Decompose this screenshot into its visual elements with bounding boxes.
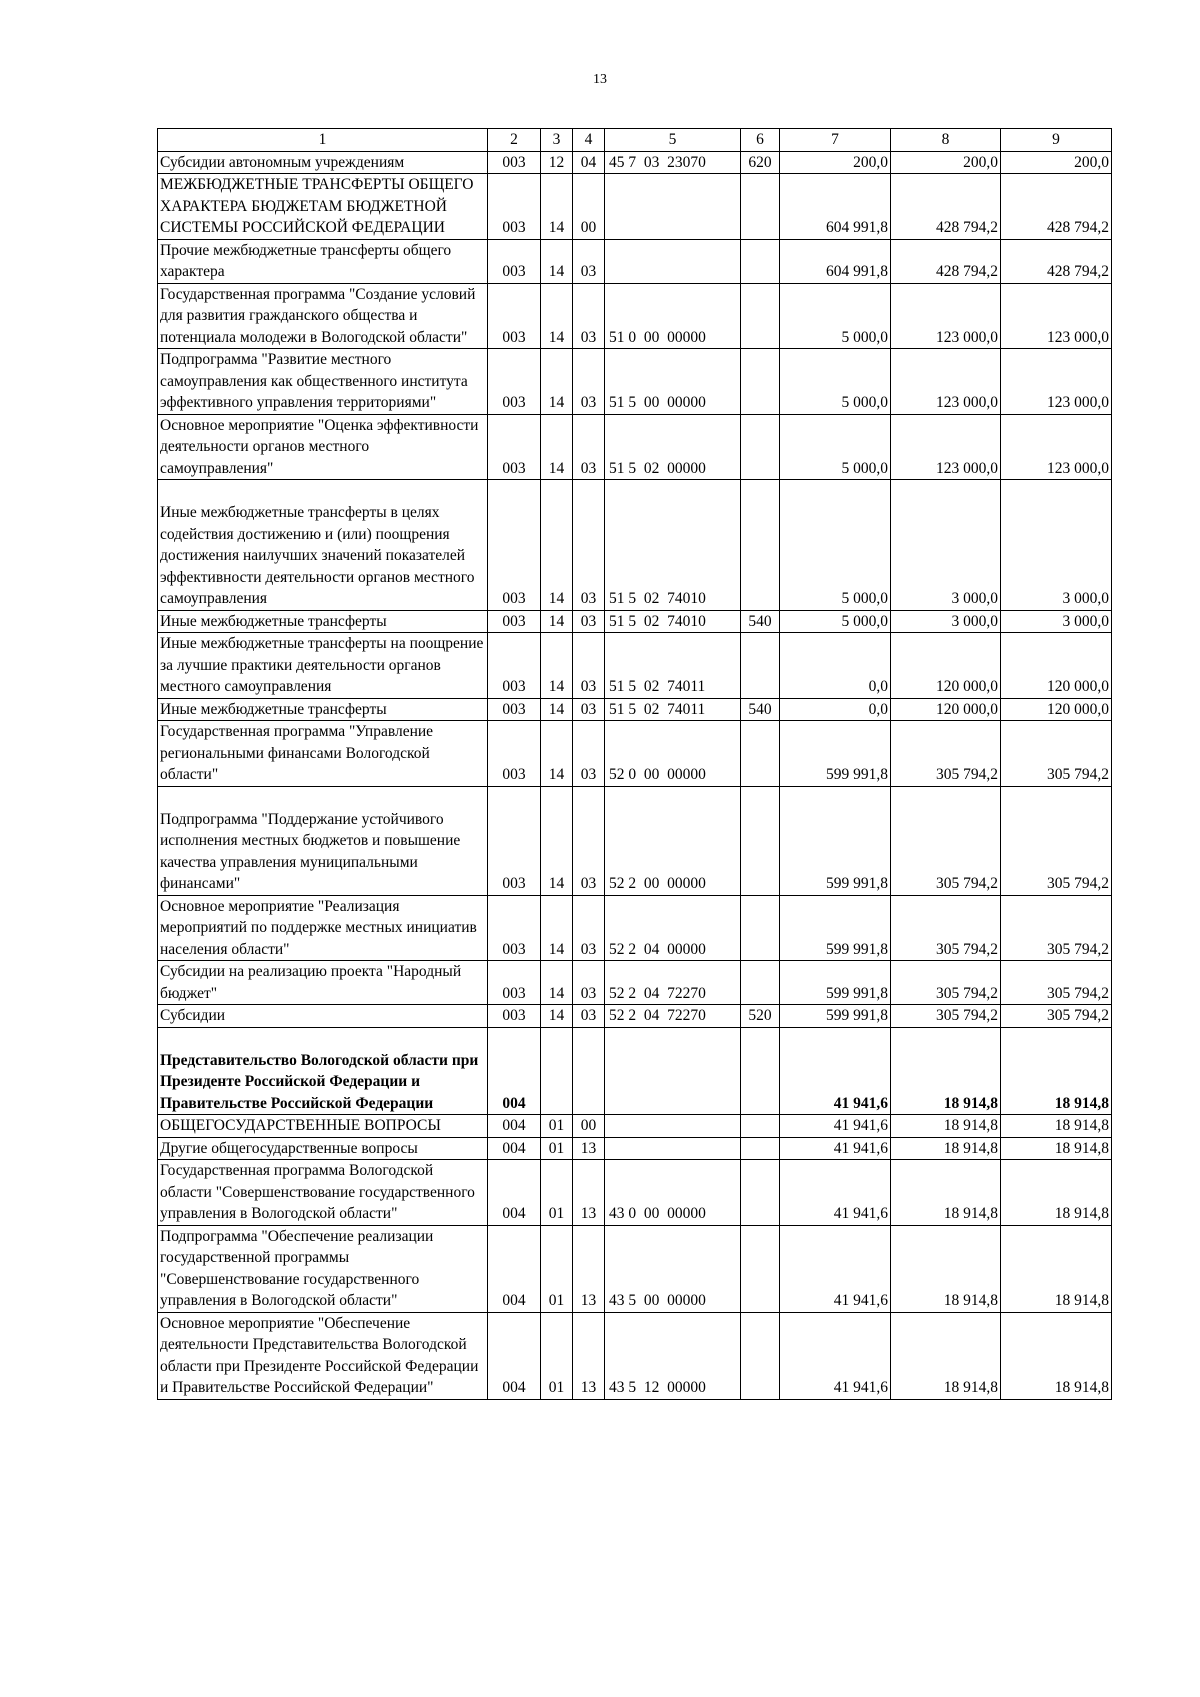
- table-row: [158, 721, 1112, 787]
- amount-col7-cell: 5 000,0: [780, 283, 891, 349]
- amount-col7-cell: 41 941,6: [780, 1137, 891, 1160]
- row-name-cell: Иные межбюджетные трансферты в целях содействия достижению и (или) поощрения достижения наилучших значений показателей эффективности деятельности органов местного самоуправления: [158, 480, 488, 611]
- table-row: [158, 480, 1112, 611]
- section-code-cell: [541, 1027, 573, 1115]
- amount-col9-cell: 3 000,0: [1001, 480, 1112, 611]
- section-code-cell: 14: [541, 480, 573, 611]
- amount-col9-cell: 123 000,0: [1001, 414, 1112, 480]
- gr-code-cell: 003: [488, 610, 541, 633]
- target-code-cell: 43 0 00 00000: [605, 1160, 741, 1226]
- budget-table: [157, 128, 1112, 1400]
- target-code-cell: 52 2 04 00000: [605, 895, 741, 961]
- section-code-cell: 14: [541, 698, 573, 721]
- amount-col7-cell: 604 991,8: [780, 174, 891, 240]
- row-name-cell: Другие общегосударственные вопросы: [158, 1137, 488, 1160]
- table-row: [158, 414, 1112, 480]
- table-row: [158, 1027, 1112, 1115]
- amount-col8-cell: 3 000,0: [891, 610, 1001, 633]
- table-row: [158, 895, 1112, 961]
- subsection-code-cell: 13: [573, 1137, 605, 1160]
- amount-col8-cell: 18 914,8: [891, 1137, 1001, 1160]
- row-name-cell: Подпрограмма "Обеспечение реализации государственной программы "Совершенствование государственного управления в Вологодской области": [158, 1225, 488, 1312]
- amount-col9-cell: 3 000,0: [1001, 610, 1112, 633]
- expense-type-cell: [741, 721, 780, 787]
- header-cell: 1: [158, 129, 488, 152]
- row-name-cell: Государственная программа "Создание условий для развития гражданского общества и потенциала молодежи в Вологодской области": [158, 283, 488, 349]
- gr-code-cell: 004: [488, 1137, 541, 1160]
- target-code-cell: 51 0 00 00000: [605, 283, 741, 349]
- amount-col8-cell: 120 000,0: [891, 698, 1001, 721]
- target-code-cell: 51 5 02 74010: [605, 610, 741, 633]
- header-cell: 3: [541, 129, 573, 152]
- table-row: [158, 174, 1112, 240]
- amount-col7-cell: 41 941,6: [780, 1027, 891, 1115]
- header-cell: 5: [605, 129, 741, 152]
- amount-col8-cell: 18 914,8: [891, 1160, 1001, 1226]
- amount-col9-cell: 18 914,8: [1001, 1312, 1112, 1399]
- amount-col8-cell: 18 914,8: [891, 1312, 1001, 1399]
- section-code-cell: 14: [541, 414, 573, 480]
- amount-col8-cell: 305 794,2: [891, 721, 1001, 787]
- subsection-code-cell: 03: [573, 895, 605, 961]
- section-code-cell: 01: [541, 1225, 573, 1312]
- subsection-code-cell: 03: [573, 283, 605, 349]
- expense-type-cell: [741, 1225, 780, 1312]
- subsection-code-cell: 03: [573, 349, 605, 415]
- expense-type-cell: [741, 1027, 780, 1115]
- row-name-cell: Подпрограмма "Поддержание устойчивого исполнения местных бюджетов и повышение качества управления муниципальными финансами": [158, 786, 488, 895]
- gr-code-cell: 003: [488, 283, 541, 349]
- gr-code-cell: 003: [488, 721, 541, 787]
- section-code-cell: 01: [541, 1160, 573, 1226]
- header-cell: 9: [1001, 129, 1112, 152]
- amount-col8-cell: 200,0: [891, 151, 1001, 174]
- target-code-cell: 52 2 00 00000: [605, 786, 741, 895]
- expense-type-cell: [741, 1137, 780, 1160]
- table-row: [158, 610, 1112, 633]
- amount-col9-cell: 18 914,8: [1001, 1225, 1112, 1312]
- table-row: [158, 151, 1112, 174]
- section-code-cell: 14: [541, 610, 573, 633]
- target-code-cell: [605, 1115, 741, 1138]
- target-code-cell: 45 7 03 23070: [605, 151, 741, 174]
- subsection-code-cell: 13: [573, 1160, 605, 1226]
- amount-col7-cell: 604 991,8: [780, 239, 891, 283]
- subsection-code-cell: 03: [573, 786, 605, 895]
- amount-col9-cell: 18 914,8: [1001, 1027, 1112, 1115]
- row-name-cell: ОБЩЕГОСУДАРСТВЕННЫЕ ВОПРОСЫ: [158, 1115, 488, 1138]
- expense-type-cell: [741, 961, 780, 1005]
- amount-col8-cell: 123 000,0: [891, 349, 1001, 415]
- amount-col8-cell: 3 000,0: [891, 480, 1001, 611]
- table-row: [158, 1137, 1112, 1160]
- table-row: [158, 1160, 1112, 1226]
- gr-code-cell: 003: [488, 698, 541, 721]
- target-code-cell: 43 5 12 00000: [605, 1312, 741, 1399]
- expense-type-cell: [741, 174, 780, 240]
- amount-col8-cell: 428 794,2: [891, 174, 1001, 240]
- header-cell: 4: [573, 129, 605, 152]
- row-name-cell: Подпрограмма "Развитие местного самоуправления как общественного института эффективного управления территориями": [158, 349, 488, 415]
- amount-col7-cell: 599 991,8: [780, 1005, 891, 1028]
- subsection-code-cell: [573, 1027, 605, 1115]
- amount-col8-cell: 305 794,2: [891, 1005, 1001, 1028]
- section-code-cell: 14: [541, 174, 573, 240]
- amount-col9-cell: 200,0: [1001, 151, 1112, 174]
- amount-col7-cell: 5 000,0: [780, 610, 891, 633]
- target-code-cell: 51 5 02 74010: [605, 480, 741, 611]
- section-code-cell: 14: [541, 786, 573, 895]
- amount-col7-cell: 0,0: [780, 633, 891, 699]
- expense-type-cell: 520: [741, 1005, 780, 1028]
- expense-type-cell: [741, 414, 780, 480]
- expense-type-cell: [741, 480, 780, 611]
- target-code-cell: 51 5 02 74011: [605, 633, 741, 699]
- amount-col9-cell: 123 000,0: [1001, 283, 1112, 349]
- amount-col7-cell: 599 991,8: [780, 895, 891, 961]
- gr-code-cell: 003: [488, 633, 541, 699]
- expense-type-cell: [741, 1312, 780, 1399]
- subsection-code-cell: 13: [573, 1312, 605, 1399]
- amount-col7-cell: 41 941,6: [780, 1160, 891, 1226]
- amount-col9-cell: 305 794,2: [1001, 895, 1112, 961]
- page-number: 13: [593, 72, 607, 87]
- subsection-code-cell: 00: [573, 174, 605, 240]
- amount-col7-cell: 0,0: [780, 698, 891, 721]
- subsection-code-cell: 03: [573, 961, 605, 1005]
- row-name-cell: Субсидии: [158, 1005, 488, 1028]
- target-code-cell: [605, 174, 741, 240]
- table-row: [158, 1115, 1112, 1138]
- expense-type-cell: [741, 1160, 780, 1226]
- subsection-code-cell: 03: [573, 480, 605, 611]
- gr-code-cell: 003: [488, 895, 541, 961]
- expense-type-cell: [741, 633, 780, 699]
- amount-col9-cell: 18 914,8: [1001, 1160, 1112, 1226]
- gr-code-cell: 003: [488, 480, 541, 611]
- amount-col8-cell: 123 000,0: [891, 283, 1001, 349]
- target-code-cell: [605, 239, 741, 283]
- amount-col8-cell: 18 914,8: [891, 1027, 1001, 1115]
- amount-col9-cell: 18 914,8: [1001, 1115, 1112, 1138]
- gr-code-cell: 003: [488, 961, 541, 1005]
- amount-col8-cell: 18 914,8: [891, 1115, 1001, 1138]
- amount-col9-cell: 428 794,2: [1001, 174, 1112, 240]
- amount-col9-cell: 120 000,0: [1001, 698, 1112, 721]
- section-code-cell: 14: [541, 1005, 573, 1028]
- subsection-code-cell: 00: [573, 1115, 605, 1138]
- table-row: [158, 239, 1112, 283]
- row-name-cell: Основное мероприятие "Обеспечение деятельности Представительства Вологодской области при Президенте Российской Федерации и Правительстве Российской Федерации": [158, 1312, 488, 1399]
- amount-col9-cell: 305 794,2: [1001, 721, 1112, 787]
- table-row: [158, 1005, 1112, 1028]
- subsection-code-cell: 03: [573, 633, 605, 699]
- expense-type-cell: 540: [741, 698, 780, 721]
- table-row: [158, 1312, 1112, 1399]
- amount-col7-cell: 41 941,6: [780, 1115, 891, 1138]
- amount-col8-cell: 305 794,2: [891, 961, 1001, 1005]
- gr-code-cell: 003: [488, 151, 541, 174]
- subsection-code-cell: 03: [573, 698, 605, 721]
- expense-type-cell: [741, 283, 780, 349]
- gr-code-cell: 004: [488, 1027, 541, 1115]
- table-row: [158, 633, 1112, 699]
- section-code-cell: 01: [541, 1137, 573, 1160]
- target-code-cell: 51 5 02 74011: [605, 698, 741, 721]
- amount-col7-cell: 599 991,8: [780, 961, 891, 1005]
- amount-col8-cell: 123 000,0: [891, 414, 1001, 480]
- section-code-cell: 14: [541, 349, 573, 415]
- amount-col7-cell: 599 991,8: [780, 786, 891, 895]
- expense-type-cell: [741, 239, 780, 283]
- amount-col9-cell: 305 794,2: [1001, 961, 1112, 1005]
- header-cell: 7: [780, 129, 891, 152]
- target-code-cell: [605, 1027, 741, 1115]
- section-code-cell: 01: [541, 1115, 573, 1138]
- expense-type-cell: [741, 349, 780, 415]
- section-code-cell: 14: [541, 239, 573, 283]
- gr-code-cell: 004: [488, 1312, 541, 1399]
- target-code-cell: 52 0 00 00000: [605, 721, 741, 787]
- table-row: [158, 698, 1112, 721]
- section-code-cell: 14: [541, 961, 573, 1005]
- target-code-cell: 51 5 02 00000: [605, 414, 741, 480]
- header-cell: 8: [891, 129, 1001, 152]
- amount-col9-cell: 305 794,2: [1001, 786, 1112, 895]
- target-code-cell: 51 5 00 00000: [605, 349, 741, 415]
- subsection-code-cell: 03: [573, 414, 605, 480]
- amount-col7-cell: 200,0: [780, 151, 891, 174]
- subsection-code-cell: 03: [573, 239, 605, 283]
- row-name-cell: МЕЖБЮДЖЕТНЫЕ ТРАНСФЕРТЫ ОБЩЕГО ХАРАКТЕРА БЮДЖЕТАМ БЮДЖЕТНОЙ СИСТЕМЫ РОССИЙСКОЙ ФЕДЕРАЦИИ: [158, 174, 488, 240]
- subsection-code-cell: 04: [573, 151, 605, 174]
- header-cell: 6: [741, 129, 780, 152]
- gr-code-cell: 003: [488, 1005, 541, 1028]
- gr-code-cell: 003: [488, 786, 541, 895]
- header-cell: 2: [488, 129, 541, 152]
- row-name-cell: Субсидии на реализацию проекта "Народный бюджет": [158, 961, 488, 1005]
- subsection-code-cell: 03: [573, 721, 605, 787]
- gr-code-cell: 003: [488, 349, 541, 415]
- row-name-cell: Основное мероприятие "Реализация мероприятий по поддержке местных инициатив населения области": [158, 895, 488, 961]
- section-code-cell: 12: [541, 151, 573, 174]
- section-code-cell: 01: [541, 1312, 573, 1399]
- expense-type-cell: 540: [741, 610, 780, 633]
- amount-col7-cell: 5 000,0: [780, 414, 891, 480]
- row-name-cell: Основное мероприятие "Оценка эффективности деятельности органов местного самоуправления": [158, 414, 488, 480]
- amount-col8-cell: 428 794,2: [891, 239, 1001, 283]
- section-code-cell: 14: [541, 283, 573, 349]
- section-code-cell: 14: [541, 721, 573, 787]
- gr-code-cell: 004: [488, 1225, 541, 1312]
- amount-col9-cell: 120 000,0: [1001, 633, 1112, 699]
- row-name-cell: Представительство Вологодской области при Президенте Российской Федерации и Правительстве Российской Федерации: [158, 1027, 488, 1115]
- row-name-cell: Государственная программа "Управление региональными финансами Вологодской области": [158, 721, 488, 787]
- row-name-cell: Субсидии автономным учреждениям: [158, 151, 488, 174]
- gr-code-cell: 004: [488, 1160, 541, 1226]
- subsection-code-cell: 03: [573, 610, 605, 633]
- table-row: [158, 786, 1112, 895]
- gr-code-cell: 004: [488, 1115, 541, 1138]
- table-header-row: [158, 129, 1112, 152]
- amount-col9-cell: 305 794,2: [1001, 1005, 1112, 1028]
- table-row: [158, 1225, 1112, 1312]
- amount-col8-cell: 18 914,8: [891, 1225, 1001, 1312]
- table-row: [158, 961, 1112, 1005]
- row-name-cell: Государственная программа Вологодской области "Совершенствование государственного управления в Вологодской области": [158, 1160, 488, 1226]
- amount-col7-cell: 41 941,6: [780, 1225, 891, 1312]
- row-name-cell: Прочие межбюджетные трансферты общего характера: [158, 239, 488, 283]
- amount-col8-cell: 120 000,0: [891, 633, 1001, 699]
- target-code-cell: 52 2 04 72270: [605, 961, 741, 1005]
- amount-col9-cell: 428 794,2: [1001, 239, 1112, 283]
- gr-code-cell: 003: [488, 414, 541, 480]
- amount-col9-cell: 18 914,8: [1001, 1137, 1112, 1160]
- amount-col7-cell: 5 000,0: [780, 480, 891, 611]
- section-code-cell: 14: [541, 895, 573, 961]
- row-name-cell: Иные межбюджетные трансферты на поощрение за лучшие практики деятельности органов местного самоуправления: [158, 633, 488, 699]
- target-code-cell: 43 5 00 00000: [605, 1225, 741, 1312]
- gr-code-cell: 003: [488, 174, 541, 240]
- target-code-cell: [605, 1137, 741, 1160]
- amount-col7-cell: 599 991,8: [780, 721, 891, 787]
- row-name-cell: Иные межбюджетные трансферты: [158, 698, 488, 721]
- subsection-code-cell: 13: [573, 1225, 605, 1312]
- amount-col7-cell: 5 000,0: [780, 349, 891, 415]
- gr-code-cell: 003: [488, 239, 541, 283]
- expense-type-cell: 620: [741, 151, 780, 174]
- amount-col8-cell: 305 794,2: [891, 786, 1001, 895]
- amount-col8-cell: 305 794,2: [891, 895, 1001, 961]
- expense-type-cell: [741, 895, 780, 961]
- section-code-cell: 14: [541, 633, 573, 699]
- subsection-code-cell: 03: [573, 1005, 605, 1028]
- expense-type-cell: [741, 1115, 780, 1138]
- amount-col7-cell: 41 941,6: [780, 1312, 891, 1399]
- table-row: [158, 349, 1112, 415]
- target-code-cell: 52 2 04 72270: [605, 1005, 741, 1028]
- amount-col9-cell: 123 000,0: [1001, 349, 1112, 415]
- table-row: [158, 283, 1112, 349]
- expense-type-cell: [741, 786, 780, 895]
- row-name-cell: Иные межбюджетные трансферты: [158, 610, 488, 633]
